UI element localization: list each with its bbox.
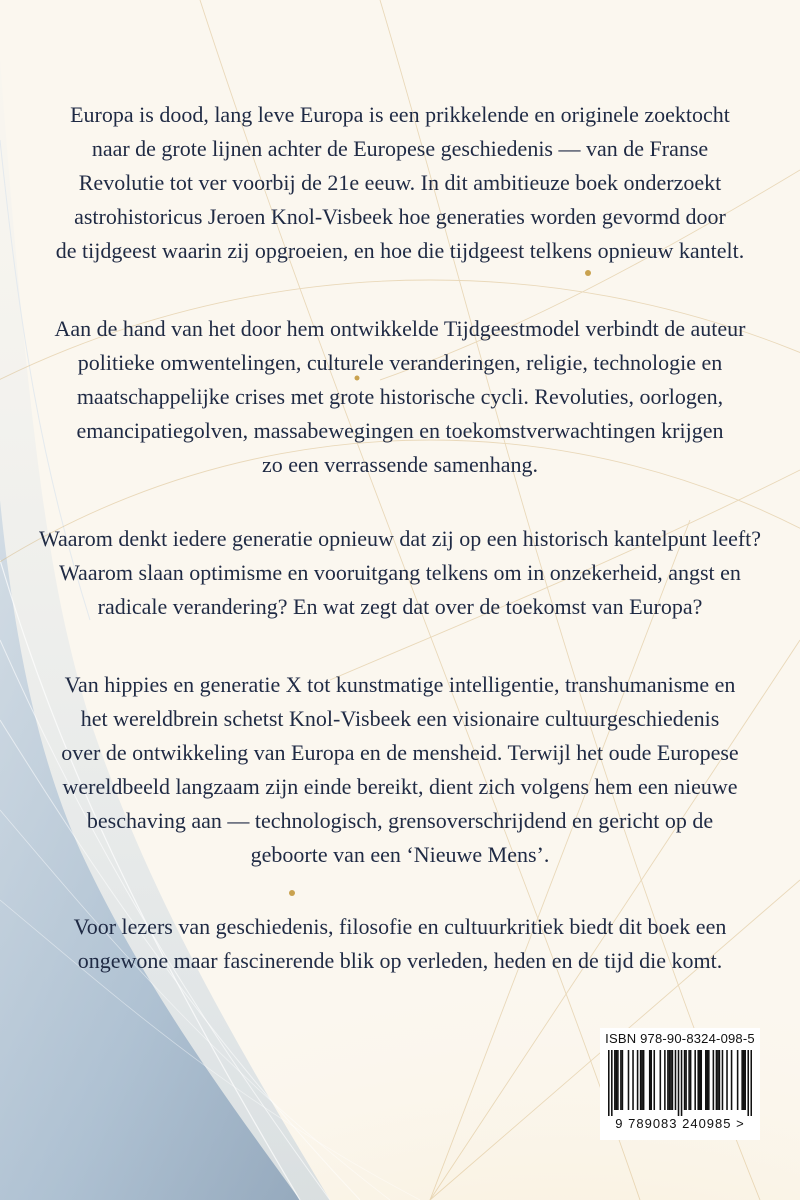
- barcode-bar: [650, 1050, 652, 1110]
- barcode-bar: [750, 1050, 752, 1116]
- barcode-bars: [608, 1050, 752, 1116]
- barcode-bar: [681, 1050, 683, 1116]
- barcode-bar: [667, 1050, 669, 1110]
- barcode-bar: [694, 1050, 696, 1110]
- barcode-bar: [649, 1050, 651, 1110]
- barcode-bar: [664, 1050, 666, 1110]
- barcode-bar: [608, 1050, 610, 1116]
- barcode-bar: [743, 1050, 745, 1110]
- barcode-bar: [719, 1050, 721, 1110]
- barcode-digits: 9 789083 240985 >: [615, 1116, 745, 1131]
- barcode-bar: [653, 1050, 655, 1110]
- barcode-bar: [684, 1050, 686, 1110]
- barcode-bar: [643, 1050, 645, 1110]
- barcode-bar: [722, 1050, 724, 1110]
- isbn-barcode: [600, 1028, 760, 1140]
- barcode-bar: [708, 1050, 710, 1110]
- description-paragraph-1: Europa is dood, lang leve Europa is een prikkelende en originele zoektocht naar de grote lijnen achter de Europese geschiedenis — van de Franse Revolutie tot ver voorbij de 21e eeuw. In dit ambitieuze boek onderzoekt astrohistoricus Jeroen Knol-Visbeek hoe generaties worden gevormd door de tijdgeest waarin zij opgroeien, en hoe die tijdgeest telkens opnieuw kantelt.: [55, 102, 745, 263]
- barcode-bar: [744, 1050, 746, 1110]
- barcode-bar: [699, 1050, 701, 1110]
- barcode-bar: [731, 1050, 733, 1110]
- barcode-bar: [632, 1050, 634, 1110]
- description-paragraph-3: Waarom denkt iedere generatie opnieuw dat zij op een historisch kantelpunt leeft? Waarom slaan optimisme en vooruitgang telkens om in onzekerheid, angst en radicale verandering? En wat zegt dat over de toekomst van Europa?: [38, 526, 762, 619]
- barcode-bar: [685, 1050, 687, 1110]
- barcode-bar: [717, 1050, 719, 1110]
- description-paragraph-5: Voor lezers van geschiedenis, filosofie en cultuurkritiek biedt dit boek een ongewone maar fascinerende blik op verleden, heden en de tijd die komt.: [73, 914, 727, 973]
- barcode-bar: [688, 1050, 690, 1110]
- barcode-bar: [660, 1050, 662, 1110]
- barcode-bar: [700, 1050, 702, 1110]
- barcode-bar: [747, 1050, 749, 1116]
- barcode-bar: [641, 1050, 643, 1110]
- barcode-bar: [716, 1050, 718, 1110]
- barcode-bar: [672, 1050, 674, 1110]
- gold-star-dot: [289, 890, 295, 896]
- barcode-bar: [616, 1050, 618, 1110]
- barcode-bar: [713, 1050, 715, 1110]
- barcode-bar: [628, 1050, 630, 1110]
- barcode-bar: [705, 1050, 707, 1110]
- barcode-bar: [707, 1050, 709, 1110]
- barcode-bar: [697, 1050, 699, 1110]
- barcode-bar: [690, 1050, 692, 1110]
- barcode-bar: [622, 1050, 624, 1110]
- barcode-bar: [611, 1050, 613, 1116]
- barcode-bar: [741, 1050, 743, 1110]
- barcode-bar: [678, 1050, 680, 1116]
- isbn-label: ISBN 978-90-8324-098-5: [605, 1031, 755, 1046]
- barcode-bar: [669, 1050, 671, 1110]
- description-paragraph-4: Van hippies en generatie X tot kunstmatige intelligentie, transhumanisme en het wereldbrein schetst Knol-Visbeek een visionaire cultuurgeschiedenis over de ontwikkeling van Europa en de mensheid. Terwijl het oude Europese wereldbeeld langzaam zijn einde bereikt, dient zich volgens hem een nieuwe beschaving aan — technologisch, grensoverschrijdend en gericht op de geboorte van een ‘Nieuwe Mens’.: [61, 672, 739, 867]
- gold-star-dot: [585, 270, 591, 276]
- description-paragraph-2: Aan de hand van het door hem ontwikkelde Tijdgeestmodel verbindt de auteur politieke omwentelingen, culturele veranderingen, religie, technologie en maatschappelijke crises met grote historische cycli. Revoluties, oorlogen, emancipatiegolven, massabewegingen en toekomstverwachtingen krijgen zo een verrassende samenhang.: [54, 316, 746, 477]
- barcode-bar: [617, 1050, 619, 1110]
- barcode-bar: [620, 1050, 622, 1110]
- barcode-bar: [614, 1050, 616, 1110]
- barcode-bar: [675, 1050, 677, 1110]
- barcode-bar: [737, 1050, 739, 1110]
- barcode-bar: [640, 1050, 642, 1110]
- barcode-bar: [637, 1050, 639, 1110]
- barcode-bar: [726, 1050, 728, 1110]
- barcode-bar: [670, 1050, 672, 1110]
